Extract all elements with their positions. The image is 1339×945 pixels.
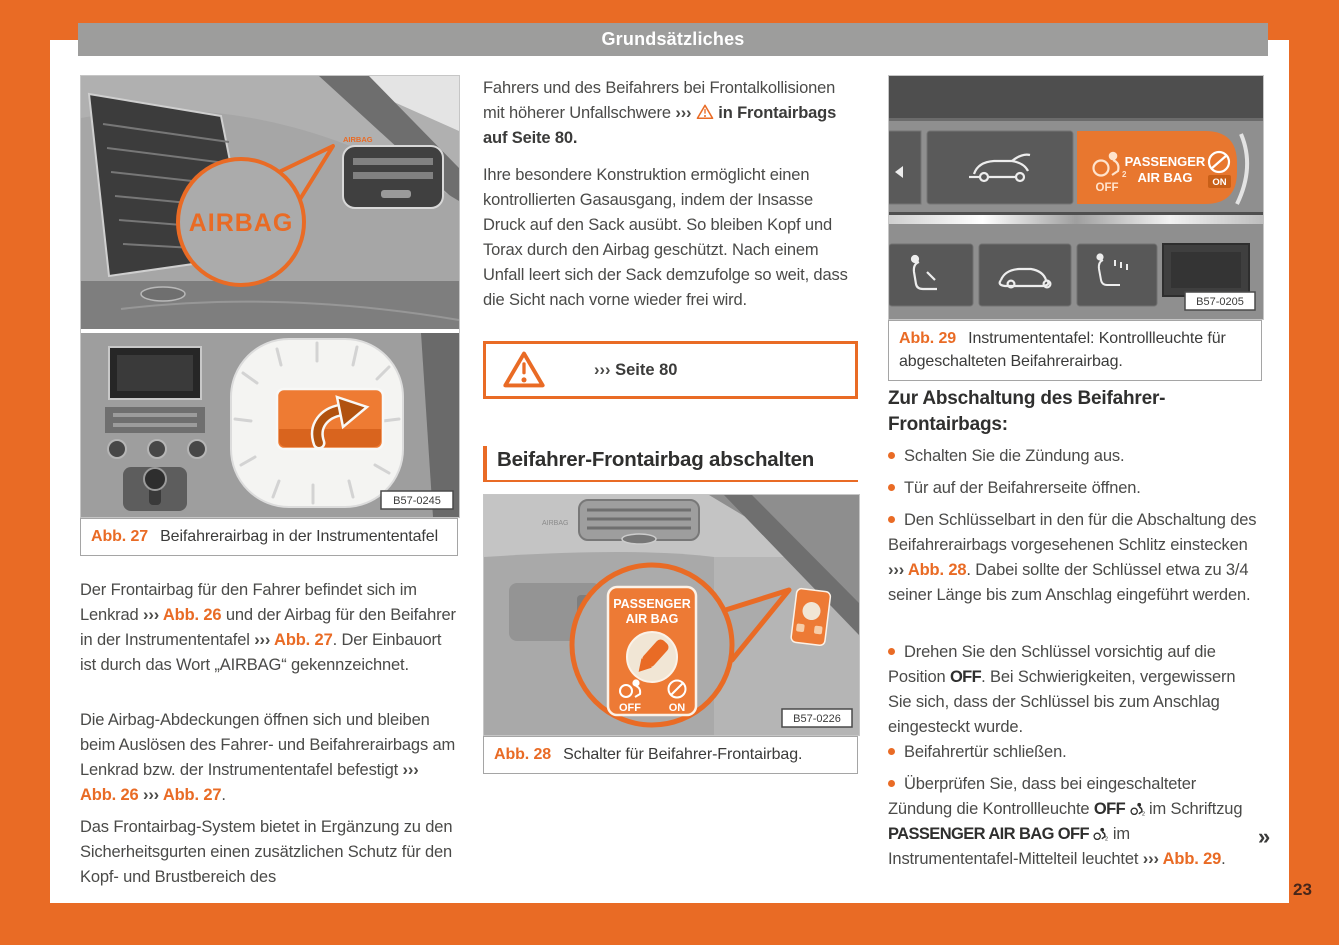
figure-ref-link: Abb. 26 bbox=[80, 786, 139, 804]
image-code: B57-0205 bbox=[1196, 296, 1244, 308]
panel-label-line1: PASSENGER bbox=[1124, 154, 1206, 169]
paragraph bbox=[483, 163, 858, 313]
text-run: Das Frontairbag-System bietet in Ergänzung zu den Sicherheitsgurten einen zusätzlichen Schutz für den Kopf- und Brustbereich des bbox=[80, 818, 453, 886]
airbag-dash-label: AIRBAG bbox=[343, 135, 373, 144]
text-run: . Dabei sollte der Schlüssel etwa zu 3/4 seiner Länge bis zum Anschlag eingeführt werden. bbox=[888, 561, 1251, 604]
warning-page-ref: Seite 80 bbox=[615, 360, 678, 379]
text-run: Der Frontairbag für den Fahrer befindet sich im Lenkrad bbox=[80, 581, 417, 624]
text-run: . Bei Schwierigkeiten, vergewissern Sie sich, dass der Schlüssel bis zum Anschlag eingesteckt wurde. bbox=[888, 668, 1236, 736]
chapter-title: Grundsätzliches bbox=[601, 29, 745, 49]
seat-heating-button bbox=[1077, 244, 1157, 306]
column-right bbox=[888, 0, 1262, 945]
ref-arrows: ››› bbox=[1142, 850, 1163, 868]
figure-label: Abb. 29 bbox=[899, 330, 957, 347]
figure-caption-text: Instrumententafel: Kontrollleuchte für abgeschalteten Beifahrerairbag. bbox=[899, 330, 1226, 370]
paragraph bbox=[80, 578, 458, 678]
text-run: . Der Einbauort ist durch das Wort „AIRBAG“ gekennzeichnet. bbox=[80, 631, 442, 674]
bullet-item bbox=[888, 508, 1262, 608]
gear-shifter bbox=[144, 468, 166, 490]
figure-caption-text: Schalter für Beifahrer-Frontairbag. bbox=[563, 746, 803, 763]
bullet-dot bbox=[888, 748, 895, 755]
bullet-dot bbox=[888, 648, 895, 655]
switch-on-label: ON bbox=[668, 702, 686, 714]
bullet-item bbox=[888, 640, 1262, 740]
bullet-item bbox=[888, 476, 1262, 501]
text-run: Überprüfen Sie, dass bei eingeschalteter Zündung die Kontrollleuchte bbox=[888, 775, 1197, 818]
figure-29 bbox=[888, 75, 1262, 381]
figure-28 bbox=[483, 494, 858, 774]
svg-text:2: 2 bbox=[1122, 170, 1127, 179]
text-run: Schalten Sie die Zündung aus. bbox=[904, 447, 1125, 465]
ref-arrows: ››› bbox=[402, 761, 419, 779]
section-heading bbox=[483, 446, 858, 482]
bullet-dot bbox=[888, 452, 895, 459]
bullet-item bbox=[888, 444, 1262, 469]
figure-27-image bbox=[80, 75, 460, 518]
text-run: . bbox=[221, 786, 226, 804]
figure-ref-link: Abb. 27 bbox=[274, 631, 333, 649]
text-run: Drehen Sie den Schlüssel vorsichtig auf die Position bbox=[888, 643, 1216, 686]
figure-ref-link: Abb. 28 bbox=[907, 561, 967, 579]
figure-27-caption bbox=[80, 518, 458, 556]
paragraph bbox=[80, 708, 458, 808]
warning-icon bbox=[696, 104, 714, 120]
figure-27 bbox=[80, 75, 458, 556]
text-run: im Schriftzug bbox=[1144, 800, 1243, 818]
section-heading-text: Beifahrer-Frontairbag abschalten bbox=[497, 448, 815, 471]
panel-on-label: ON bbox=[1212, 177, 1227, 188]
figure-29-caption bbox=[888, 320, 1262, 381]
switch-label-line2: AIR BAG bbox=[625, 612, 679, 626]
ref-arrows: ››› bbox=[142, 786, 163, 804]
image-code: B57-0245 bbox=[393, 495, 441, 507]
recirculation-button bbox=[979, 244, 1071, 306]
switch-on-dashboard bbox=[791, 588, 831, 646]
ref-arrows: ››› bbox=[594, 360, 616, 379]
figure-caption-text: Beifahrerairbag in der Instrumententafel bbox=[160, 528, 439, 545]
bullet-item bbox=[888, 772, 1262, 872]
figure-ref-link: Abb. 27 bbox=[162, 786, 222, 804]
procedure-heading-text: Zur Abschaltung des Beifahrer-Frontairbags: bbox=[888, 388, 1166, 435]
airbag-off-icon bbox=[1093, 827, 1108, 841]
column-left bbox=[80, 0, 458, 945]
page-number: 23 bbox=[1293, 880, 1312, 899]
switch-off-label: OFF bbox=[619, 702, 641, 714]
bold-ref-text: in Frontairbags auf Seite 80. bbox=[483, 104, 837, 147]
airbag-embossed-label: AIRBAG bbox=[542, 520, 569, 527]
figure-label: Abb. 28 bbox=[494, 746, 552, 763]
bullet-dot bbox=[888, 516, 895, 523]
ref-arrows: ››› bbox=[254, 631, 275, 649]
text-run: Ihre besondere Konstruktion ermöglicht einen kontrollierten Gasausgang, indem der Insasse Druck auf den Sack ausübt. So bleiben Kopf und Torax durch den Airbag geschützt. Nach einem Unfall leert sich der Sack demzufolge so weit, dass die Sicht nach vorne wieder frei wird. bbox=[483, 166, 848, 309]
bullet-dot bbox=[888, 484, 895, 491]
airbag-bubble-label: AIRBAG bbox=[188, 209, 294, 237]
boot-release-button bbox=[927, 131, 1073, 204]
ref-arrows: ››› bbox=[675, 104, 696, 122]
bullet-dot bbox=[888, 780, 895, 787]
text-run: Beifahrertür schließen. bbox=[904, 743, 1067, 761]
text-run: im Instrumententafel-Mittelteil leuchtet bbox=[888, 825, 1143, 868]
switch-label-line1: PASSENGER bbox=[613, 597, 691, 611]
warning-box bbox=[483, 341, 858, 399]
panel-label-line2: AIR BAG bbox=[1137, 170, 1193, 185]
procedure-heading bbox=[888, 386, 1262, 438]
text-run: Tür auf der Beifahrerseite öffnen. bbox=[904, 479, 1141, 497]
text-run: und der Airbag für den Beifahrer in der Instrumententafel bbox=[80, 606, 456, 649]
indicator-text-off: OFF bbox=[949, 668, 982, 686]
figure-ref-link: Abb. 29 bbox=[1162, 850, 1222, 868]
svg-text:2: 2 bbox=[1141, 811, 1145, 816]
image-code: B57-0226 bbox=[793, 713, 841, 725]
text-run: Die Airbag-Abdeckungen öffnen sich und bleiben beim Auslösen des Fahrer- und Beifahrerairbags am Lenkrad bzw. der Instrumententafel befestigt bbox=[80, 711, 456, 779]
figure-28-image bbox=[483, 494, 860, 736]
warning-icon bbox=[502, 350, 546, 390]
ref-arrows: ››› bbox=[143, 606, 163, 624]
text-run: . bbox=[1221, 850, 1226, 868]
airbag-off-icon bbox=[1130, 802, 1145, 816]
indicator-text-off: OFF bbox=[1093, 800, 1126, 818]
passenger-airbag-switch bbox=[608, 587, 696, 715]
figure-label: Abb. 27 bbox=[91, 528, 149, 545]
figure-ref-link: Abb. 26 bbox=[162, 606, 222, 624]
paragraph bbox=[483, 76, 858, 151]
figure-28-caption bbox=[483, 736, 858, 774]
indicator-text-passenger-airbag-off: PASSENGER AIR BAG OFF bbox=[888, 825, 1089, 843]
text-run: Fahrers und des Beifahrers bei Frontalkollisionen mit höherer Unfallschwere bbox=[483, 79, 836, 122]
text-run: Den Schlüsselbart in den für die Abschaltung des Beifahrerairbags vorgesehenen Schlitz einstecken bbox=[888, 511, 1257, 554]
panel-off-label: OFF bbox=[1095, 182, 1119, 194]
figure-29-image bbox=[888, 75, 1264, 320]
continuation-marker: » bbox=[1258, 824, 1271, 849]
column-middle bbox=[483, 0, 858, 945]
bullet-item bbox=[888, 740, 1262, 765]
svg-text:2: 2 bbox=[1105, 836, 1109, 841]
paragraph bbox=[80, 815, 458, 890]
ref-arrows: ››› bbox=[888, 561, 908, 579]
